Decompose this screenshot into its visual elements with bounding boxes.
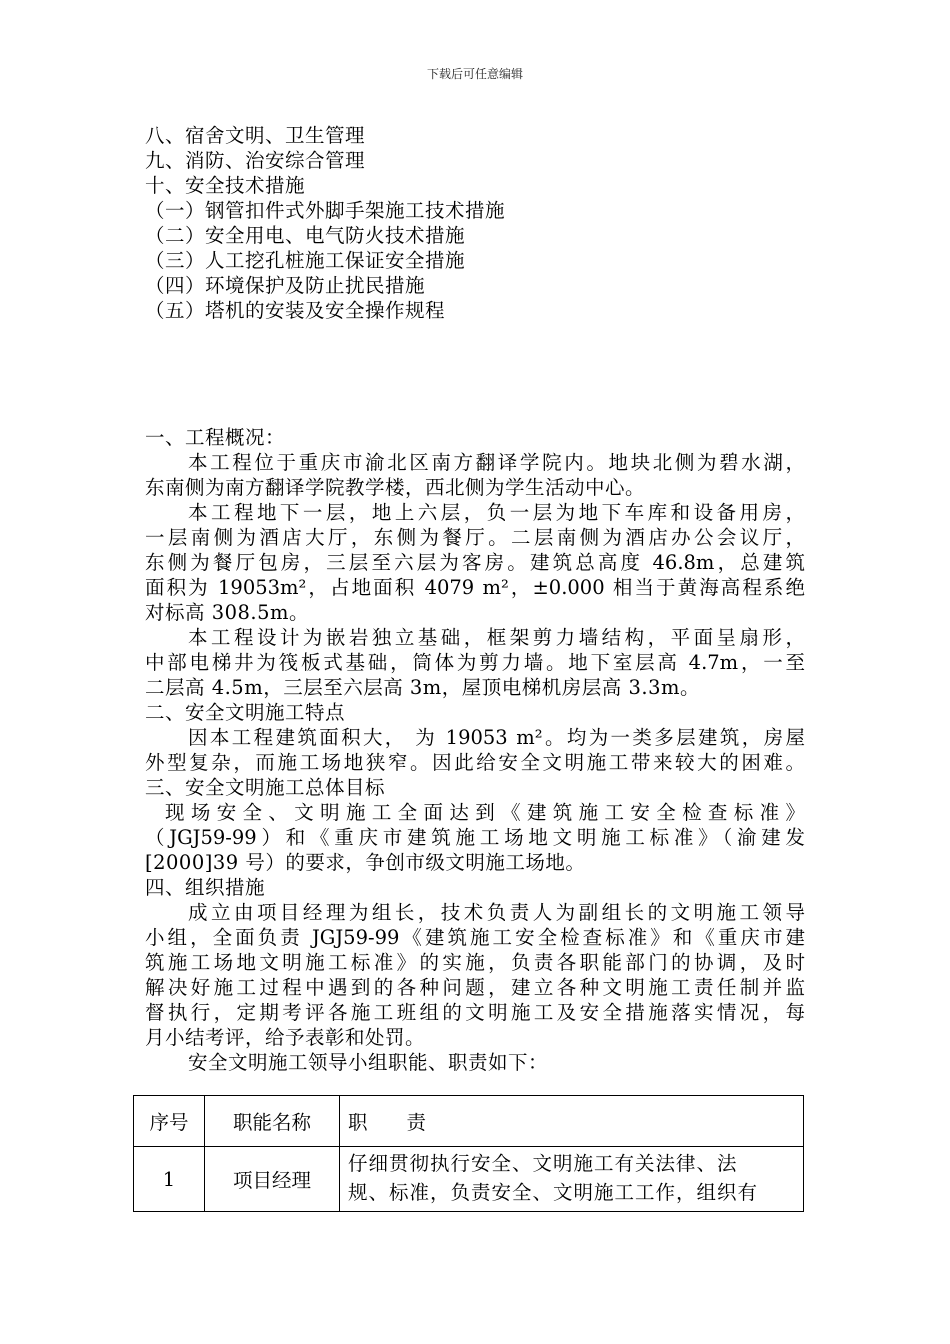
paragraph-line: 东侧为餐厅包房，三层至六层为客房。建筑总高度 46.8m，总建筑: [145, 551, 805, 574]
paragraph-line: 月小结考评，给予表彰和处罚。: [145, 1026, 426, 1049]
paragraph-line: 本工程地下一层，地上六层，负一层为地下车库和设备用房，: [188, 501, 805, 524]
paragraph-line: 东南侧为南方翻译学院教学楼，西北侧为学生活动中心。: [145, 476, 646, 499]
section-heading: 三、安全文明施工总体目标: [145, 776, 386, 799]
paragraph-line: 安全文明施工领导小组职能、职责如下：: [188, 1051, 549, 1074]
table-header-row: [134, 1096, 804, 1147]
paragraph-line: （JGJ59-99）和《重庆市建筑施工场地文明施工标准》（渝建发: [145, 826, 805, 849]
table-row: [134, 1147, 804, 1212]
cell-duty-line: 规、标准，负责安全、文明施工工作，组织有: [348, 1181, 759, 1204]
paragraph-line: [2000]39 号）的要求，争创市级文明施工场地。: [145, 851, 586, 874]
header-cell-duty: 职 责: [340, 1096, 804, 1147]
paragraph-line: 筑施工场地文明施工标准》的实施，负责各职能部门的协调，及时: [145, 951, 805, 974]
duty-table: [133, 1095, 804, 1212]
paragraph-line: 面积为 19053m²，占地面积 4079 m²，±0.000 相当于黄海高程系绝: [145, 576, 805, 599]
toc-item: （四）环境保护及防止扰民措施: [145, 274, 426, 297]
paragraph-line: 本工程设计为嵌岩独立基础，框架剪力墙结构，平面呈扇形，: [188, 626, 805, 649]
toc-item: 九、消防、治安综合管理: [145, 149, 366, 172]
toc-item: （一）钢管扣件式外脚手架施工技术措施: [145, 199, 506, 222]
paragraph-line: 中部电梯井为筏板式基础，筒体为剪力墙。地下室层高 4.7m，一至: [145, 651, 805, 674]
paragraph-line: 现场安全、文明施工全面达到《建筑施工安全检查标准》: [165, 801, 805, 824]
paragraph-line: 对标高 308.5m。: [145, 601, 310, 624]
header-cell-role: 职能名称: [205, 1096, 340, 1147]
header-cell-no: 序号: [134, 1096, 205, 1147]
page-header: 下载后可任意编辑: [426, 67, 523, 81]
paragraph-line: 一层南侧为酒店大厅，东侧为餐厅。二层南侧为酒店办公会议厅，: [145, 526, 805, 549]
paragraph-line: 解决好施工过程中遇到的各种问题，建立各种文明施工责任制并监: [145, 976, 805, 999]
toc-item: 十、安全技术措施: [145, 174, 306, 197]
section-heading: 四、组织措施: [145, 876, 266, 899]
paragraph-line: 因本工程建筑面积大， 为 19053 m²。均为一类多层建筑，房屋: [188, 726, 805, 749]
paragraph-line: 成立由项目经理为组长，技术负责人为副组长的文明施工领导: [188, 901, 805, 924]
paragraph-line: 小组，全面负责 JGJ59-99《建筑施工安全检查标准》和《重庆市建: [145, 926, 805, 949]
paragraph-line: 二层高 4.5m，三层至六层高 3m，屋顶电梯机房层高 3.3m。: [145, 676, 700, 699]
cell-no: 1: [134, 1147, 205, 1212]
paragraph-line: 督执行，定期考评各施工班组的文明施工及安全措施落实情况，每: [145, 1001, 805, 1024]
toc-item: （五）塔机的安装及安全操作规程: [145, 299, 446, 322]
section-heading: 一、工程概况：: [145, 426, 286, 449]
paragraph-line: 外型复杂，而施工场地狭窄。因此给安全文明施工带来较大的困难。: [145, 751, 805, 774]
section-heading: 二、安全文明施工特点: [145, 701, 346, 724]
toc-item: （二）安全用电、电气防火技术措施: [145, 224, 466, 247]
toc-item: （三）人工挖孔桩施工保证安全措施: [145, 249, 466, 272]
cell-duty-line: 仔细贯彻执行安全、文明施工有关法律、法: [348, 1152, 738, 1175]
cell-duty: [340, 1147, 804, 1212]
toc-item: 八、宿舍文明、卫生管理: [145, 124, 366, 147]
paragraph-line: 本工程位于重庆市渝北区南方翻译学院内。地块北侧为碧水湖，: [188, 451, 805, 474]
cell-role: 项目经理: [205, 1147, 340, 1212]
